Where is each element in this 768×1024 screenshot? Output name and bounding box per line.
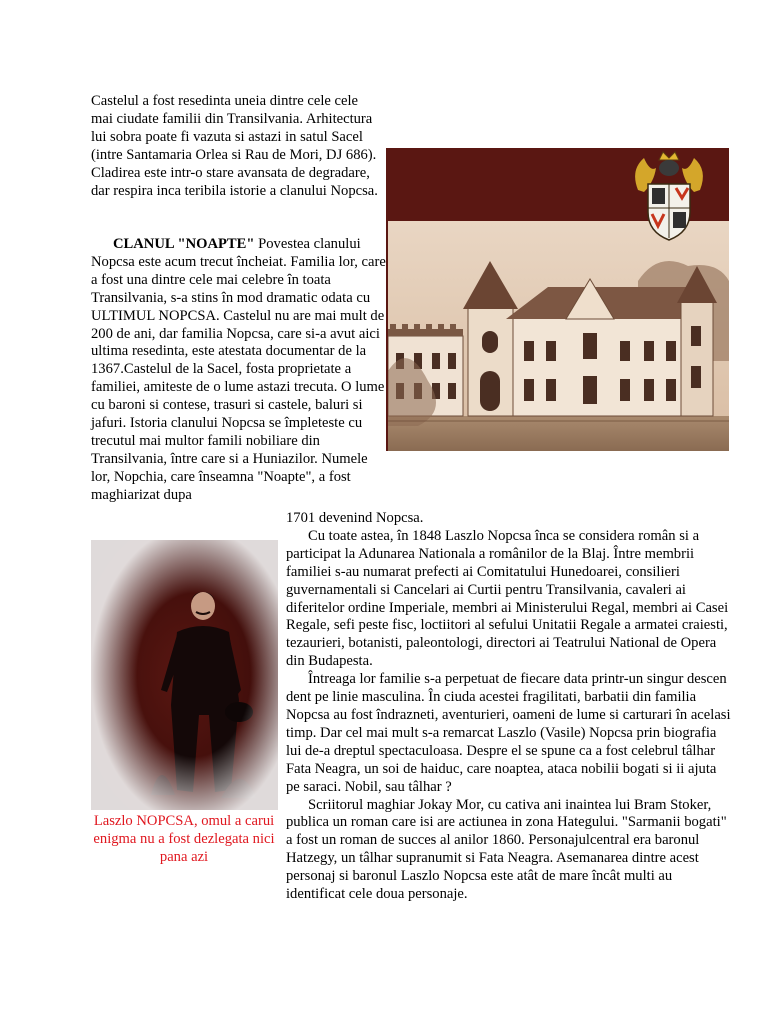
castle-photo xyxy=(388,221,729,451)
clan-paragraph xyxy=(91,236,386,505)
main-article xyxy=(286,510,731,904)
intro-paragraph: Castelul a fost resedinta uneia dintre cele cele mai ciudate familii din Transilvania. Arhitectura lui sobra poate fi vazuta si astazi in satul Sacel (intre Santamaria Orlea si Rau de Mori, DJ 686). Cladirea este intr-o stare avansata de degradare, dar respira inca teribila istorie a clanului Nopcsa. xyxy=(91,93,378,199)
paragraph-jokay: Scriitorul maghiar Jokay Mor, cu cativa ani inaintea lui Bram Stoker, publica un roman care isi are actiunea in zona Hategului. "Sarmanii bogati" a fost un roman de succes al anilor 1860. Personajulcentral era baronul Hatzegy, un tâlhar supranumit si Fata Neagra. Asemanarea dintre acest personaj si baronul Laszlo Nopcsa este atât de mare încât multi au identificat cele doua personaje. xyxy=(286,796,727,903)
coat-of-arms-icon xyxy=(630,150,708,242)
portrait-photo xyxy=(91,540,278,810)
paragraph-continuation: 1701 devenind Nopcsa. xyxy=(286,510,424,526)
portrait-caption: Laszlo NOPCSA, omul a carui enigma nu a fost dezlegata nici pana azi xyxy=(93,813,275,865)
paragraph-1848: Cu toate astea, în 1848 Laszlo Nopcsa înca se considera român si a participat la Adunarea Nationala a românilor de la Blaj. Între membrii familiei s-au numarat prefecti ai Comitatului Hunedoarei, consilieri guvernamentali si Cancelari ai Curtii pentru Transilvania, cavaleri ai diferitelor ordine Imperiale, membri ai Ministerului Regal, membri ai Casei Regale, sefi peste fisc, loctiitori al sefului Unitatii Regale a armatei craiesti, tezaurieri, botanisti, paleontologi, directori ai Teatrului National de Opera din Budapesta. xyxy=(286,527,729,670)
paragraph-lineage: Întreaga lor familie s-a perpetuat de fiecare data printr-un singur descen dent pe linie masculina. În ciuda acestei fragilitati, barbatii din familia Nopcsa au fost îndrazneti, aventurieri, oameni de lume si carturari în acelasi timp. Dar cel mai mult s-a remarcat Laszlo (Vasile) Nopcsa prin biografia lui de-a dreptul spectaculoasa. Despre el se spune ca a fost celebrul tâlhar Fata Neagra, un soi de haiduc, care noaptea, ataca nobilii bogati si ii ajuta pe saraci. Nobil, sau tâlhar ? xyxy=(286,671,731,795)
clan-text: Povestea clanului Nopcsa este acum trecut încheiat. Familia lor, care a fost una dintre cele mai celebre în toata Transilvania, s-a stins în mod dramatic odata cu ULTIMUL NOPCSA. Castelul nu are mai mult de 200 de ani, dar familia Nopcsa, care si-a avut aici ultima resedinta, este atestata documentar de la 1367.Castelul de la Sacel, fosta proprietate a familiei, amiteste de o lume astazi trecuta. O lume cu baroni si contese, trasuri si castele, baluri si jafuri. Istoria clanului Nopcsa se împleteste cu trecutul mai multor famili nobiliare din Transilvania, între care si a Huniazilor. Numele lor, Nopchia, care înseamna "Noapte", a fost maghiarizat dupa xyxy=(91,236,386,503)
clan-heading: CLANUL "NOAPTE" xyxy=(113,236,255,252)
